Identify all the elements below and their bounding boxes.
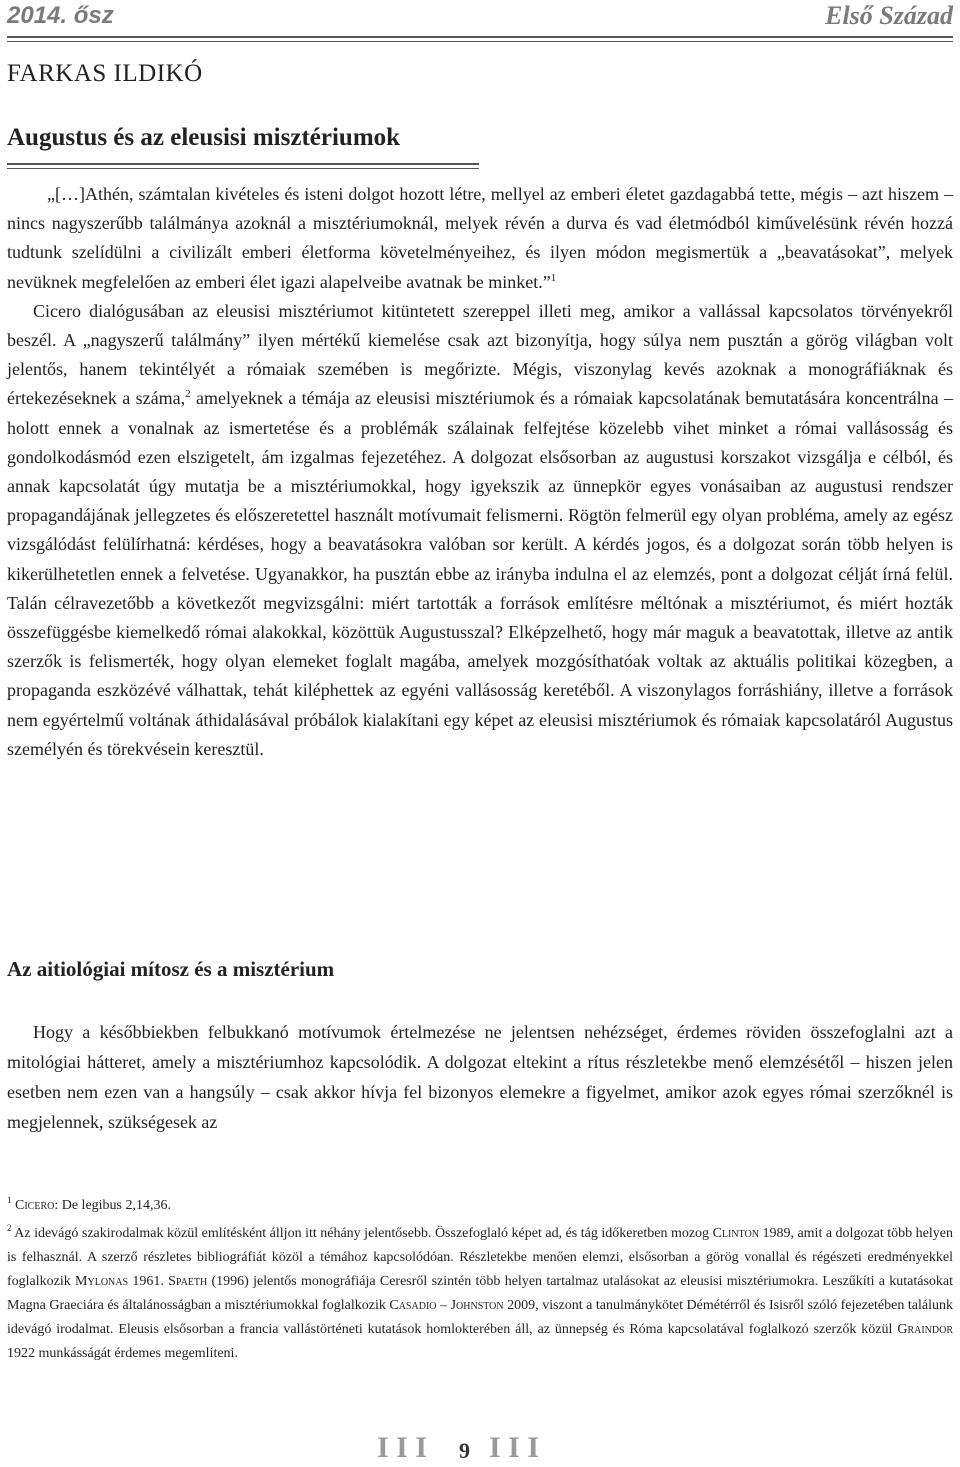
footnote-2-text-a: Az idevágó szakirodalmak közül említésként álljon itt néhány jelentősebb. Összefoglaló képet ad, és tág időkeretben mozog (11, 1226, 713, 1241)
author-clinton: Clinton (712, 1226, 759, 1241)
body-paragraph (7, 297, 953, 764)
page-footer (377, 1428, 557, 1464)
footnote-2-number: 2 (7, 1223, 12, 1233)
journal-name: Első Század (825, 1, 953, 30)
paragraph-text-b: amelyeknek a témája az eleusisi misztériumok és a rómaiak kapcsolatának bemutatására koncentrálna – holott ennek a vonalnak az ismertetése és a problémák szálainak felfejtése közelebb vihet minket a római vallásosság és gondolkodásmód ezen elszigetelt, ám izgalmas fejezetéhez. A dolgozat elsősorban az augustusi korszakot vizsgálja e célból, és annak kapcsolatát úgy mutatja be a misztériumokkal, hogy igyekszik az ünnepkör egyes vonásaiban az augustusi rendszer propagandájának jellegzetes és előszeretettel használt motívumait felismerni. Rögtön felmerül egy olyan probléma, amely az egész vizsgálódást felülírhatná: kérdéses, hogy a beavatásokra valóban sor került. A kérdés jogos, és a dolgozat során több helyen is kikerülhetetlen ennek a felvetése. Ugyanakkor, ha pusztán ebbe az irányba indulna el az elemzés, pont a dolgozat célját írná felül. Talán célravezetőbb a következőt megvizsgálni: miért tartották a források említésre méltónak a misztériumot, és miért hozták összefüggésbe kiemelkedő római alakokkal, közöttük Augustusszal? Elképzelhető, hogy már maguk a beavatottak, illetve az antik szerzők is felismerték, hogy olyan elemeket foglalt magába, amelyek mozgósíthatóak voltak az aktuális politikai közegben, a propaganda eszközévé válhattak, tehát kiléphettek az egyéni vallásosság keretéből. A viszonylagos forráshiány, illetve a források nem egyértelmű voltának áthidalásával próbálok kialakítani egy képet az eleusisi misztériumok és rómaiak kapcsolatáról Augustus személyén és törekvésein keresztül. (7, 388, 954, 759)
footnotes (7, 1194, 953, 1370)
main-body (7, 180, 953, 764)
footnote-ref-1[interactable]: 1 (550, 271, 557, 284)
footnote-2-text-f: 2009, viszont a tanulmánykötet Démétérről és Isisről szóló fejezetében találunk idevágó irodalmat. Eleusis elsősorban a francia vallástörténeti kutatások homlokterében áll, az ünnepség és Róma kapcsolatával foglalkozó szerzők közül (7, 1298, 953, 1337)
footnote-1-text: : De legibus 2,14,36. (54, 1198, 171, 1213)
footnote-2-text-c: 1961. (128, 1274, 169, 1289)
article-title: Augustus és az eleusisi misztériumok (7, 124, 401, 151)
author-mylonas: Mylonas (75, 1274, 129, 1289)
running-header (7, 0, 953, 34)
quote-paragraph (7, 180, 953, 297)
header-rule (7, 36, 953, 38)
footnote-2 (7, 1222, 953, 1366)
header-rule-thin (7, 41, 953, 42)
footnote-1 (7, 1194, 953, 1218)
paragraph-text-a: Cicero dialógusában az eleusisi misztériumot kitüntetett szereppel illeti meg, amikor a vallással kapcsolatos törvényekről beszél. A „nagyszerű találmány” ilyen mértékű kiemelése csak azt bizonyítja, hogy súlya nem pusztán a görög világban volt jelentős, hanem tekintélyét a rómaiak szemében is megőrizte. Mégis, viszonylag kevés azoknak a monográfiáknak és értekezéseknek a száma, (7, 300, 953, 409)
footer-ornament-left: I I I (377, 1431, 428, 1464)
footnote-ref-2[interactable]: 2 (185, 388, 191, 401)
author-casadio: Casadio (389, 1298, 437, 1313)
article-author: FARKAS ILDIKÓ (7, 60, 203, 87)
title-rule (7, 163, 479, 165)
title-rule-thin (7, 168, 479, 169)
footnote-2-text-g: 1922 munkásságát érdemes megemlíteni. (7, 1346, 238, 1361)
section-paragraph: Hogy a későbbiekben felbukkanó motívumok értelmezése ne jelentsen nehézséget, érdemes röviden összefoglalni azt a mitológiai hátteret, amely a misztériumhoz kapcsolódik. A dolgozat eltekint a rítus részletekbe menő elemzésétől – hiszen jelen esetben nem ezen van a hangsúly – csak akkor hívja fel bizonyos elemekre a figyelmet, amikor azok egyes római szerzőknél is megjelennek, szükségesek az (7, 1022, 953, 1132)
page-number: 9 (459, 1438, 470, 1463)
section-body (7, 1017, 953, 1137)
author-graindor: Graindor (897, 1322, 953, 1337)
author-johnston: Johnston (450, 1298, 504, 1313)
quote-text: „[…]Athén, számtalan kivételes és isteni dolgot hozott létre, mellyel az emberi életet gazdagabbá tette, mégis – azt hiszem – nincs nagyszerűbb találmánya azoknál a misztériumoknál, melyek révén a durva és vad életmódból kiművelésünk révén hozzá tudtunk szelídülni a civilizált emberi életforma követelményeihez, és ilyen módon megismertük a „beavatásokat”, melyek nevüknek megfelelően az emberi élet igazi alapelveibe avatnak be minket.” (7, 184, 953, 292)
author-spaeth: Spaeth (168, 1274, 208, 1289)
section-heading: Az aitiológiai mítosz és a misztérium (7, 957, 335, 981)
footnote-2-text-e: – (436, 1298, 451, 1313)
footnote-1-number: 1 (7, 1195, 12, 1205)
footnote-1-author: Cicero (15, 1198, 55, 1213)
issue-label: 2014. ősz (7, 2, 114, 29)
footnote-2-text-d: (1996) jelentős monográfiája Ceresről szintén több helyen tartalmaz utalásokat az eleusisi misztériumokra. Leszűkíti a kutatásokat Magna Graeciára és általánosságban a misztériumokkal foglalkozik (7, 1274, 953, 1313)
footnote-2-text-b: 1989, amit a dolgozat több helyen is felhasznál. A szerző részletes bibliográfiát közöl a témához kapcsolódóan. Részletekbe menően elemzi, elsősorban a görög vonallal és régészeti eredményekkel foglalkozik (7, 1226, 953, 1289)
footer-ornament-right: I I I (489, 1431, 540, 1464)
